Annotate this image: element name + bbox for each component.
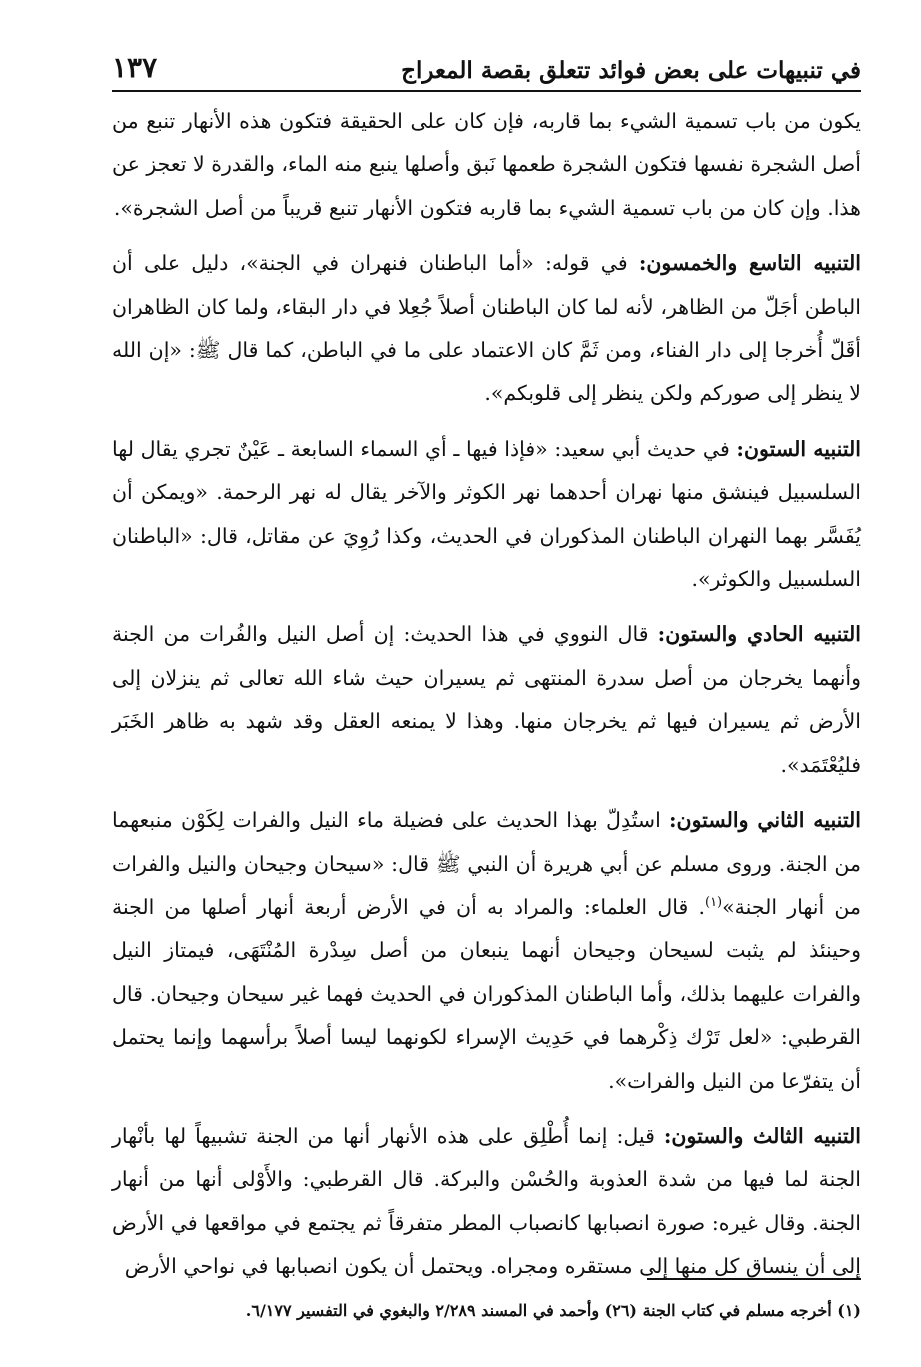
page-number: ١٣٧ xyxy=(112,51,158,84)
section-heading: التنبيه الستون: xyxy=(736,436,861,461)
section-heading: التنبيه الحادي والستون: xyxy=(657,622,861,647)
paragraph xyxy=(112,613,861,787)
running-title: في تنبيهات على بعض فوائد تتعلق بقصة المعراج xyxy=(401,57,861,84)
paragraph-text: قال النووي في هذا الحديث: إن أصل النيل والفُرات من الجنة وأنهما يخرجان من أصل سدرة المنتهى ثم يسيران حيث شاء الله تعالى ثم ينزلان إلى الأرض ثم يسيران فيها ثم يخرجان منها. وهذا لا يمنعه العقل وقد شهد به ظاهر الخَبَر فليُعْتَمَد». xyxy=(112,622,861,777)
footnote-divider xyxy=(647,1278,861,1280)
paragraph xyxy=(112,100,861,230)
footnote-reference: (١) xyxy=(704,895,723,911)
main-text xyxy=(112,100,861,1301)
section-heading: التنبيه الثالث والستون: xyxy=(663,1123,861,1148)
paragraph-text: يكون من باب تسمية الشيء بما قاربه، فإن كان على الحقيقة فتكون هذه الأنهار تنبع من أصل الشجرة نفسها فتكون الشجرة طعمها نَبق وأصلها ينبع منه الماء، والقدرة لا تعجز عن هذا. وإن كان من باب تسمية الشيء بما قاربه فتكون الأنهار تنبع قريباً من أصل الشجرة». xyxy=(112,109,861,220)
page-header xyxy=(112,34,861,92)
paragraph-text: في قوله: «أما الباطنان فنهران في الجنة»، دليل على أن الباطن أجَلّ من الظاهر، لأنه لما كان الباطنان أصلاً جُعِلا في دار البقاء، ولما كان الظاهران أقَلّ أُخرجا إلى دار الفناء، ومن ثَمَّ كان الاعتماد على ما في الباطن، كما قال ﷺ: «إن الله لا ينظر إلى صوركم ولكن ينظر إلى قلوبكم». xyxy=(112,251,861,406)
section-heading: التنبيه الثاني والستون: xyxy=(668,808,861,833)
paragraph xyxy=(112,428,861,602)
paragraph xyxy=(112,242,861,416)
paragraph-text: قيل: إنما أُطْلِق على هذه الأنهار أنها من الجنة تشبيهاً لها بأنْهار الجنة لما فيها من شدة العذوبة والحُسْن والبركة. قال القرطبي: والأَوْلى أنها من أنهار الجنة. وقال غيره: صورة انصبابها كانصباب المطر متفرقاً ثم يجتمع في مواقعها في الأرض إلى أن ينساق كل منها إلى مستقره ومجراه. ويحتمل أن يكون انصبابها في نواحي الأرض xyxy=(112,1123,861,1279)
paragraph-text: في حديث أبي سعيد: «فإذا فيها ـ أي السماء السابعة ـ عَيْنٌ تجري يقال لها السلسبيل فينشق منها نهران أحدهما نهر الكوثر والآخر يقال له نهر الرحمة. «ويمكن أن يُفَسَّر بهما النهران الباطنان المذكوران في الحديث، وكذا رُوِيَ عن مقاتل، قال: «الباطنان السلسبيل والكوثر». xyxy=(112,436,861,592)
paragraph-text: استُدِلّ بهذا الحديث على فضيلة ماء النيل والفرات لِكَوْن منبعهما من الجنة. وروى مسلم عن أبي هريرة أن النبي ﷺ قال: «سيحان وجيحان والنيل والفرات من أنهار الجنة» xyxy=(112,808,861,919)
section-heading: التنبيه التاسع والخمسون: xyxy=(638,251,861,276)
footnote: (١) أخرجه مسلم في كتاب الجنة (٢٦) وأحمد في المسند ٢/٢٨٩ والبغوي في التفسير ٦/١٧٧. xyxy=(245,1301,861,1320)
paragraph xyxy=(112,799,861,1103)
paragraph xyxy=(112,1115,861,1289)
paragraph-text: . قال العلماء: والمراد به أن في الأرض أربعة أنهار أصلها من الجنة وحينئذ لم يثبت لسيحان وجيحان أنهما ينبعان من أصل سِدْرة المُنْتَهَى، فيمتاز النيل والفرات عليهما بذلك، وأما الباطنان المذكوران في الحديث فهما غير سيحان وجيحان. قال القرطبي: «لعل تَرْك ذِكْرهما في حَدِيث الإسراء لكونهما ليسا أصلاً برأسهما وإنما يحتمل أن يتفرّعا من النيل والفرات». xyxy=(112,894,861,1093)
